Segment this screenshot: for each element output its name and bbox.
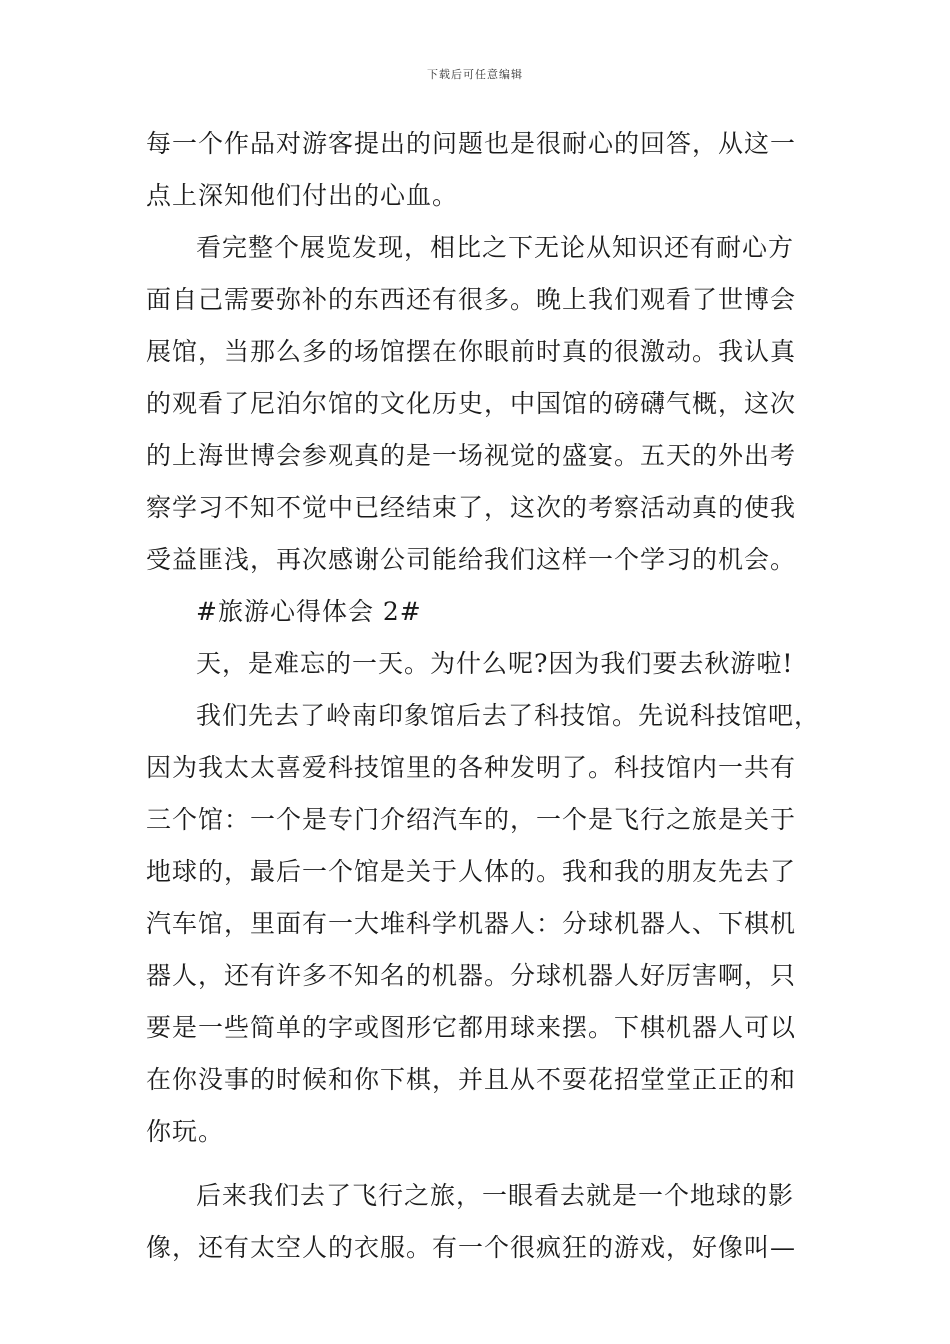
text-line: 展馆，当那么多的场馆摆在你眼前时真的很激动。我认真 (146, 337, 797, 366)
text-line: 汽车馆，里面有一大堆科学机器人：分球机器人、下棋机 (146, 909, 797, 938)
text-line: 的上海世博会参观真的是一场视觉的盛宴。五天的外出考 (146, 441, 797, 470)
text-line: 后来我们去了飞行之旅，一眼看去就是一个地球的影 (196, 1181, 795, 1210)
text-line: 每一个作品对游客提出的问题也是很耐心的回答，从这一 (146, 129, 797, 158)
text-line: 的观看了尼泊尔馆的文化历史，中国馆的磅礴气概，这次 (146, 389, 797, 418)
text-line: 因为我太太喜爱科技馆里的各种发明了。科技馆内一共有 (146, 753, 797, 782)
text-line: 受益匪浅，再次感谢公司能给我们这样一个学习的机会。 (146, 545, 797, 574)
section-heading: #旅游心得体会 2# (196, 597, 422, 626)
text-line: 要是一些简单的字或图形它都用球来摆。下棋机器人可以 (146, 1013, 797, 1042)
page-header: 下载后可任意编辑 (427, 68, 523, 81)
text-line: 我们先去了岭南印象馆后去了科技馆。先说科技馆吧， (196, 701, 821, 730)
text-line: 三个馆：一个是专门介绍汽车的，一个是飞行之旅是关于 (146, 805, 797, 834)
text-line: 在你没事的时候和你下棋，并且从不耍花招堂堂正正的和 (146, 1065, 797, 1094)
document-body (146, 118, 826, 1274)
text-line: 器人，还有许多不知名的机器。分球机器人好厉害啊，只 (146, 961, 797, 990)
text-line: 看完整个展览发现，相比之下无论从知识还有耐心方 (196, 233, 795, 262)
text-line: 地球的，最后一个馆是关于人体的。我和我的朋友先去了 (146, 857, 797, 886)
text-line: 察学习不知不觉中已经结束了，这次的考察活动真的使我 (146, 493, 797, 522)
text-line: 像，还有太空人的衣服。有一个很疯狂的游戏，好像叫— (146, 1233, 797, 1262)
text-line: 你玩。 (146, 1117, 225, 1146)
text-line: 天，是难忘的一天。为什么呢?因为我们要去秋游啦! (196, 649, 794, 678)
text-line: 面自己需要弥补的东西还有很多。晚上我们观看了世博会 (146, 285, 797, 314)
text-line: 点上深知他们付出的心血。 (146, 181, 459, 210)
